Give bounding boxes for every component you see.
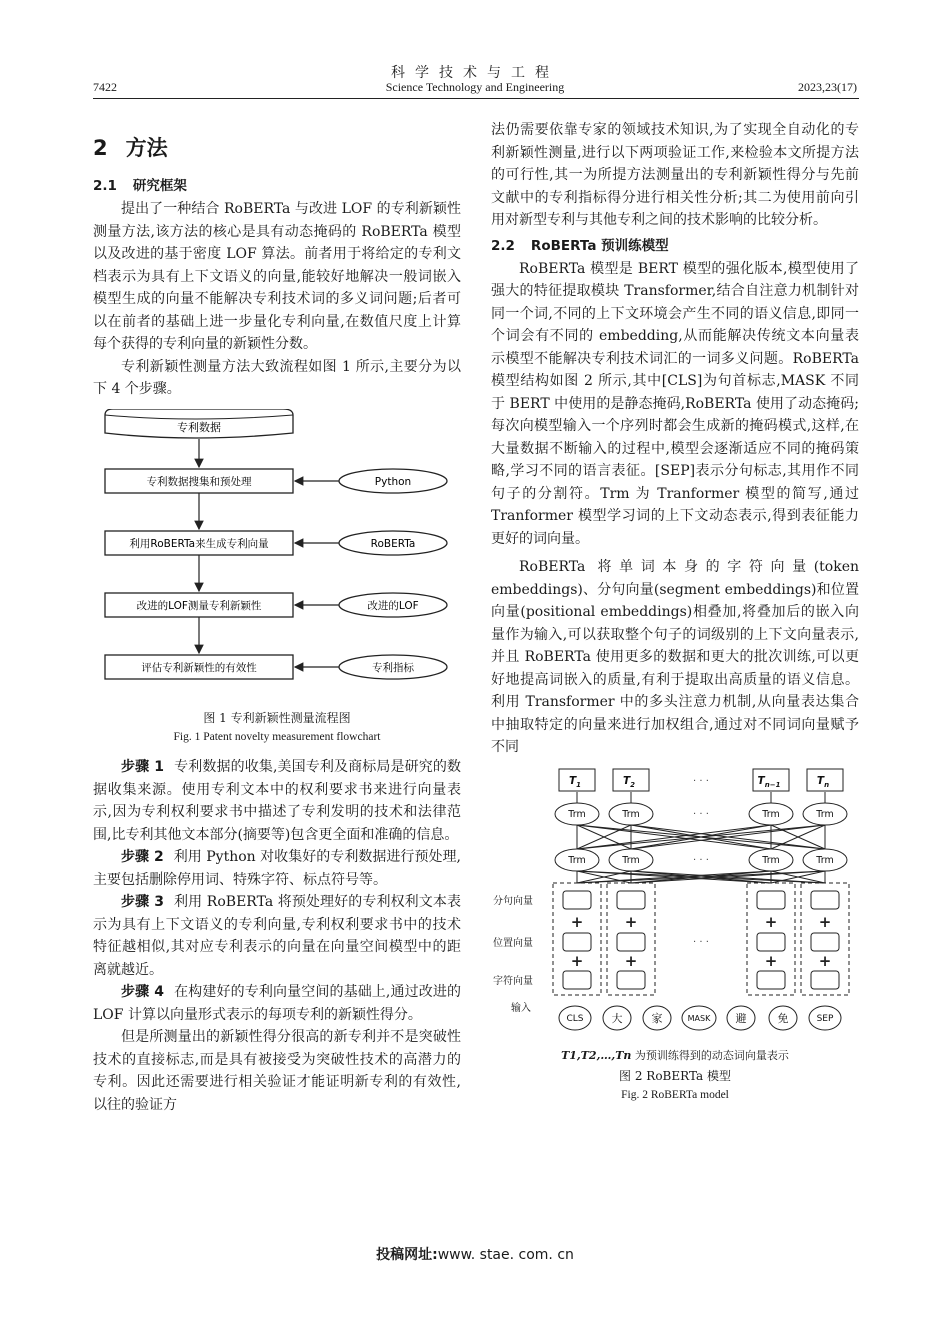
row-label: 输入 [511, 1002, 531, 1014]
figure-1 [93, 409, 461, 747]
flow-tool-label: 改进的LOF [367, 599, 419, 612]
subsection-number: 2.2 [491, 237, 515, 254]
step-paragraph [93, 981, 461, 1026]
input-token: MASK [687, 1013, 711, 1023]
trm-label: Trm [568, 854, 586, 866]
row-label: 位置向量 [493, 937, 533, 949]
left-column [93, 124, 461, 1116]
step-paragraph [93, 891, 461, 981]
ellipsis: · · · [693, 936, 709, 948]
db-label: 专利数据 [177, 420, 221, 434]
trm-label: Trm [622, 854, 640, 866]
section-heading [93, 134, 461, 162]
paragraph: RoBERTa 将单词本身的字符向量(token embeddings)、分句向量(segment embeddings)和位置向量(positional embeddings)相叠加,将叠加后的嵌入向量作为输入,可以获取整个句子的词级别的上下文向量表示,并且 RoBERTa 使用更多的数据和更大的批次训练,可以更好地提高词嵌入的质量,有利于提取出高质量的语义信息。利用 Transformer 中的多头注意力机制,从向量表达集合中抽取特定的向量来进行加权组合,通过对不同词向量赋予不同 [491, 559, 859, 755]
footer-label: 投稿网址: [376, 1247, 438, 1263]
footer [0, 1244, 950, 1264]
flow-step [105, 655, 447, 679]
header-rule [93, 98, 859, 99]
ellipsis: · · · [693, 775, 709, 787]
row-label: 字符向量 [493, 975, 533, 987]
output-token: $T_2$ [622, 774, 636, 789]
footer-url[interactable]: www. stae. com. cn [437, 1247, 574, 1263]
paragraph: 但是所测量出的新颖性得分很高的新专利并不是突破性技术的直接标志,而是具有被接受为突破性技术的高潜力的专利。因此还需要进行相关验证才能证明新专利的有效性,以往的验证方 [93, 1029, 461, 1113]
flow-step [105, 531, 447, 555]
trm-label: Trm [622, 808, 640, 820]
database-shape [105, 409, 293, 438]
step-label: 步骤 2 [121, 849, 164, 865]
trm-label: Trm [762, 808, 780, 820]
input-token: 免 [777, 1011, 789, 1025]
section-number: 2 [93, 136, 108, 160]
figure-2 [491, 767, 859, 1105]
plus-sign: + [624, 912, 638, 931]
journal-title-en: Science Technology and Engineering [385, 80, 565, 94]
paragraph: 提出了一种结合 RoBERTa 与改进 LOF 的专利新颖性测量方法,该方法的核心是具有动态掩码的 RoBERTa 模型以及改进的基于密度 LOF 算法。前者用于将给定的专利文档表示为具有上下文语义的向量,能较好地解决一般词嵌入模型生成的向量不能解决专利技术词的多义词问题;后者可以在前者的基础上进一步量化专利向量,在数值尺度上计算每个获得的专利向量的新颖性分数。 [93, 201, 461, 352]
plus-sign: + [818, 912, 832, 931]
input-token: 避 [735, 1011, 747, 1025]
flow-step [105, 593, 447, 617]
step-text: 在构建好的专利向量空间的基础上,通过改进的 LOF 计算以向量形式表示的每项专利的新颖性得分。 [93, 984, 461, 1023]
flowchart [93, 409, 461, 701]
figure-2-legend [491, 1046, 859, 1066]
step-text: 专利数据的收集,美国专利及商标局是研究的数据收集来源。使用专利文本中的权利要求书来进行向量表示,因为专利权利要求书中描述了专利发明的技术和法律范围,比专利其他文本部分(摘要等)包含更全面和准确的信息。 [93, 759, 461, 843]
subsection-heading [93, 174, 461, 198]
input-token: SEP [816, 1013, 834, 1024]
step-label: 步骤 4 [121, 984, 164, 1000]
trm-label: Trm [816, 808, 834, 820]
input-token: 大 [611, 1011, 623, 1025]
flow-tool-label: RoBERTa [370, 537, 416, 550]
trm-label: Trm [568, 808, 586, 820]
step-label: 步骤 1 [121, 759, 164, 775]
step-paragraph [93, 756, 461, 846]
flow-step-label: 改进的LOF测量专利新颖性 [136, 599, 262, 612]
flow-step-label: 评估专利新颖性的有效性 [141, 661, 257, 674]
journal-title-cn: 科学技术与工程 [391, 65, 559, 81]
trm-label: Trm [816, 854, 834, 866]
ellipsis: · · · [693, 808, 709, 820]
legend-text: 为预训练得到的动态词向量表示 [634, 1049, 789, 1062]
flow-tool-label: 专利指标 [372, 661, 414, 674]
output-token: $T_n$ [816, 774, 830, 789]
step-text: 利用 Python 对收集好的专利数据进行预处理,主要包括删除停用词、特殊字符、标点符号等。 [93, 849, 461, 888]
row-label: 分句向量 [493, 895, 533, 907]
figure-2-caption-cn: 图 2 RoBERTa 模型 [619, 1069, 731, 1083]
subsection-number: 2.1 [93, 178, 117, 194]
output-token: $T_1$ [568, 774, 582, 789]
input-token: 家 [651, 1011, 663, 1025]
step-label: 步骤 3 [121, 894, 164, 910]
flow-step-label: 利用RoBERTa来生成专利向量 [129, 537, 269, 550]
subsection-title: 研究框架 [132, 178, 187, 194]
flow-step-label: 专利数据搜集和预处理 [146, 475, 252, 488]
ellipsis: · · · [693, 854, 709, 866]
input-token: CLS [566, 1013, 584, 1024]
paragraph: 专利新颖性测量方法大致流程如图 1 所示,主要分为以下 4 个步骤。 [93, 358, 461, 397]
plus-sign: + [764, 951, 778, 970]
issue-info: 2023,23(17) [798, 80, 857, 94]
roberta-diagram [491, 767, 859, 1039]
paragraph: RoBERTa 模型是 BERT 模型的强化版本,模型使用了强大的特征提取模块 Transformer,结合自注意力机制针对同一个词,不同的上下文环境会产生不同的语义信息,即同一个词会有不同的 embedding,从而能解决传统文本向量表示模型不能解决专利技术词汇的一词多义问题。RoBERTa 模型结构如图 2 所示,其中[CLS]为句首标志,MASK 不同于 BERT 中使用的是静态掩码,RoBERTa 使用了动态掩码;每次向模型输入一个序列时都会生成新的掩码模式,这样,在大量数据不断输入的过程中,模型会逐渐适应不同的掩码策略,学习不同的语言表征。[SEP]表示分句标志,其用作不同句子的分割符。Trm 为 Tranformer 模型的简写,通过 Tranformer 模型学习词的上下文动态表示,得到表征能力更好的词向量。 [491, 260, 859, 547]
page-number: 7422 [93, 80, 117, 94]
plus-sign: + [818, 951, 832, 970]
plus-sign: + [624, 951, 638, 970]
plus-sign: + [570, 951, 584, 970]
flow-step [105, 469, 447, 493]
trm-label: Trm [762, 854, 780, 866]
plus-sign: + [764, 912, 778, 931]
right-column [491, 119, 859, 1104]
section-title: 方法 [125, 136, 168, 160]
figure-2-caption-en: Fig. 2 RoBERTa model [621, 1089, 729, 1101]
step-text: 利用 RoBERTa 将预处理好的专利权利文本表示为具有上下文语义的专利向量,专利权利要求书中的技术特征越相似,其对应专利表示的向量在向量空间模型中的距离就越近。 [93, 894, 461, 978]
flow-tool-label: Python [374, 475, 412, 488]
legend-symbols: T1,T2,…,Tn [561, 1049, 632, 1062]
subsection-title: RoBERTa 预训练模型 [530, 237, 669, 254]
subsection-heading [491, 234, 859, 258]
paragraph: 法仍需要依靠专家的领域技术知识,为了实现全自动化的专利新颖性测量,进行以下两项验证工作,来检验本文所提方法的可行性,其一为所提方法测量出的专利新颖性得分与先前文献中的专利指标得分进行相关性分析;其二为使用前向引用对新型专利与其他专利之间的技术影响的比较分析。 [491, 122, 859, 228]
plus-sign: + [570, 912, 584, 931]
output-token: $T_{n-1}$ [757, 774, 781, 789]
step-paragraph [93, 846, 461, 891]
figure-1-caption-cn: 图 1 专利新颖性测量流程图 [203, 711, 351, 725]
figure-1-caption-en: Fig. 1 Patent novelty measurement flowchart [173, 731, 381, 743]
